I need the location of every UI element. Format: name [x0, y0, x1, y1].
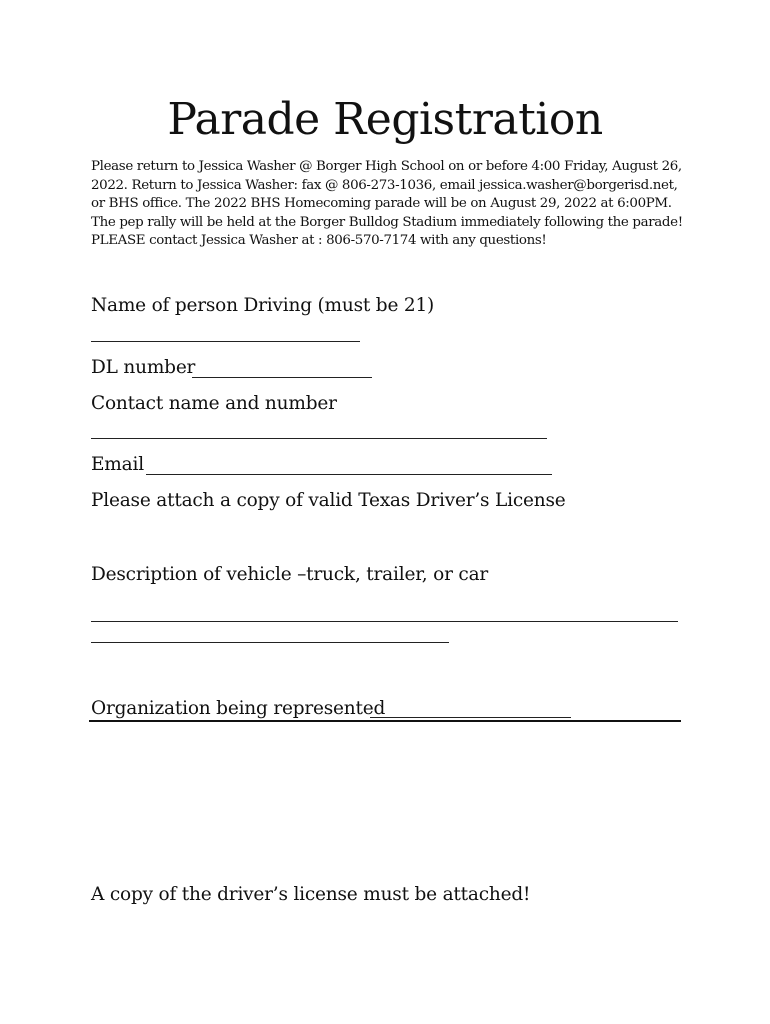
organization-label: Organization being represented	[91, 698, 386, 719]
footer-note: A copy of the driver’s license must be attached!	[91, 884, 531, 905]
instructions-line: PLEASE contact Jessica Washer at : 806-570-7174 with any questions!	[91, 233, 547, 248]
instructions-paragraph	[91, 158, 691, 251]
instructions-line: or BHS office. The 2022 BHS Homecoming parade will be on August 29, 2022 at 6:00PM.	[91, 196, 672, 211]
email-blank[interactable]	[146, 474, 552, 475]
page-title: Parade Registration	[167, 94, 603, 145]
vehicle-description-blank-2[interactable]	[91, 642, 449, 643]
instructions-line: Please return to Jessica Washer @ Borger High School on or before 4:00 Friday, August 26,	[91, 159, 682, 174]
dl-number-blank[interactable]	[192, 377, 372, 378]
driver-name-blank[interactable]	[91, 341, 360, 342]
dl-number-label: DL number	[91, 357, 196, 378]
driver-name-label: Name of person Driving (must be 21)	[91, 295, 435, 316]
organization-blank[interactable]	[370, 717, 571, 718]
vehicle-description-blank-1[interactable]	[91, 621, 678, 622]
email-label: Email	[91, 454, 144, 475]
contact-blank[interactable]	[91, 438, 547, 439]
organization-underline	[89, 720, 681, 722]
attach-license-note: Please attach a copy of valid Texas Driver’s License	[91, 490, 566, 511]
instructions-line: The pep rally will be held at the Borger Bulldog Stadium immediately following the parade!	[91, 214, 683, 230]
contact-label: Contact name and number	[91, 393, 337, 414]
vehicle-description-label: Description of vehicle –truck, trailer, or car	[91, 564, 489, 585]
instructions-line: 2022. Return to Jessica Washer: fax @ 806-273-1036, email jessica.washer@borgerisd.net,	[91, 177, 678, 193]
